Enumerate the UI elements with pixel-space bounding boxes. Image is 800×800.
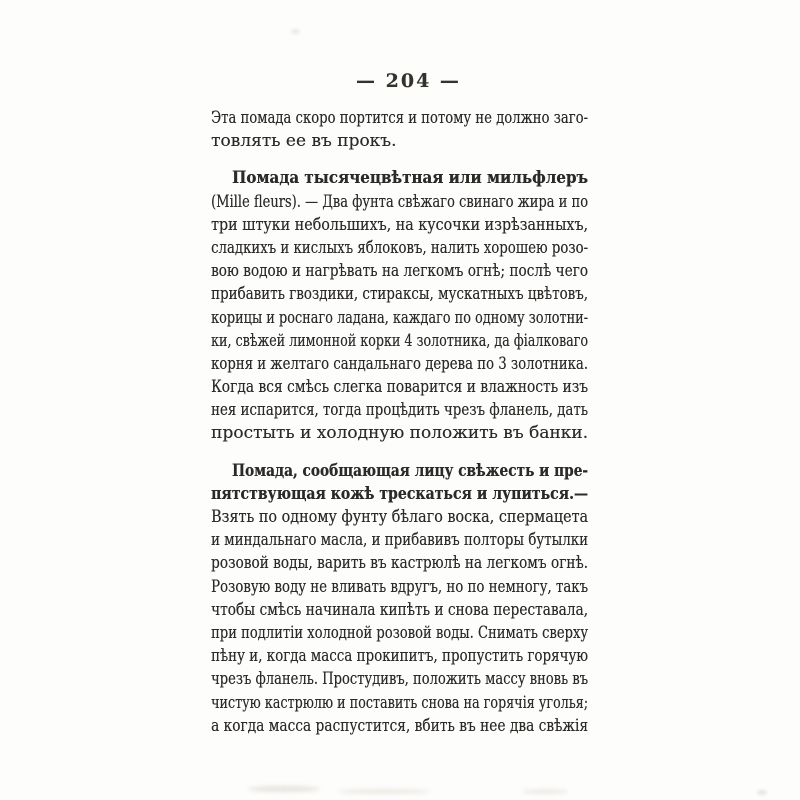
recipe-skin-pomade-paragraph bbox=[211, 460, 588, 738]
text-line: чистую кастрюлю и поставить снова на горячія уголья; bbox=[211, 692, 589, 713]
page-number: — 204 — bbox=[356, 70, 461, 92]
intro-paragraph bbox=[211, 107, 588, 153]
text-line: ки, свѣжей лимонной корки 4 золотника, да фіалковаго bbox=[211, 330, 588, 351]
text-block bbox=[211, 107, 588, 738]
text-line: а когда масса распустится, вбить въ нее два свѣжія bbox=[211, 715, 588, 736]
text-line: Взять по одному фунту бѣлаго воска, спермацета bbox=[211, 507, 589, 527]
text-line: Помада тысячецвѣтная или мильфлеръ bbox=[232, 168, 588, 189]
text-line: корня и желтаго сандальнаго дерева по 3 золотника. bbox=[211, 353, 589, 374]
text-line: Помада, сообщающая лицу свѣжесть и пре- bbox=[232, 460, 589, 481]
text-line: розовой воды, варить въ кастрюлѣ на легкомъ огнѣ. bbox=[211, 553, 589, 574]
text-line: простыть и холодную положить въ банки. bbox=[211, 423, 589, 444]
text-line: Когда вся смѣсь слегка поварится и влажность изъ bbox=[211, 377, 589, 398]
text-line: чтобы смѣсь начинала кипѣть и снова переставала, bbox=[211, 599, 589, 620]
text-line: корицы и роснаго ладана, каждаго по одному золотни- bbox=[211, 307, 589, 328]
text-line: сладкихъ и кислыхъ яблоковъ, налить хорошею розо- bbox=[211, 237, 589, 258]
text-line: Эта помада скоро портится и потому не должно заго- bbox=[211, 108, 588, 128]
text-line: товлять ее въ прокъ. bbox=[211, 131, 397, 152]
paper-smudge bbox=[522, 789, 568, 794]
text-line: Розовую воду не вливать вдругъ, но по немногу, такъ bbox=[211, 576, 588, 597]
text-line: пѣну и, когда масса прокипитъ, пропустить горячую bbox=[211, 646, 589, 667]
paper-smudge bbox=[291, 29, 300, 34]
text-line: и миндальнаго масла, и прибавивъ полторы бутылки bbox=[211, 530, 589, 551]
text-line: (Mille fleurs). — Два фунта свѣжаго свинаго жира и по bbox=[211, 191, 589, 212]
text-line: нея испарится, тогда процѣдить чрезъ фланель, дать bbox=[211, 400, 588, 421]
recipe-millefleurs-paragraph bbox=[211, 167, 588, 445]
paper-smudge bbox=[757, 790, 767, 795]
text-line: три штуки небольшихъ, на кусочки изрѣзанныхъ, bbox=[211, 214, 588, 235]
text-line: чрезъ фланель. Простудивъ, положить массу вновь въ bbox=[211, 669, 589, 690]
paper-smudge bbox=[338, 789, 430, 794]
paper-smudge bbox=[248, 786, 320, 792]
text-line: при подлитіи холодной розовой воды. Снимать сверху bbox=[211, 622, 589, 643]
text-line: вою водою и нагрѣвать на легкомъ огнѣ; послѣ чего bbox=[211, 261, 589, 282]
text-line: пятствующая кожѣ трескаться и лупиться.— bbox=[211, 483, 589, 504]
text-line: прибавить гвоздики, стираксы, мускатныхъ цвѣтовъ, bbox=[211, 284, 588, 305]
